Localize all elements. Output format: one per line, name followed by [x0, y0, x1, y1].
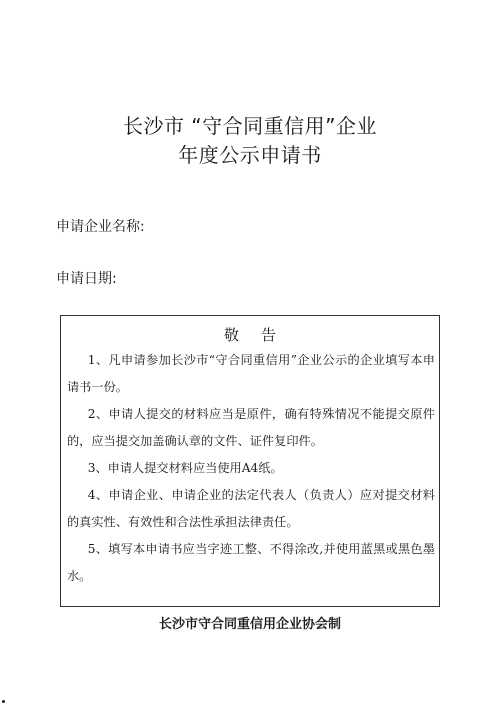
company-name-label: 申请企业名称:	[56, 219, 145, 235]
issuing-organization: 长沙市守合同重信用企业协会制	[158, 617, 341, 632]
application-date-label: 申请日期:	[56, 271, 117, 287]
notice-heading: 敬告	[223, 326, 298, 344]
notice-box	[60, 315, 440, 607]
document-title-line-1: 长沙市 “守合同重信用”企业	[122, 114, 378, 138]
notice-body	[67, 347, 435, 590]
scan-speck	[2, 700, 5, 703]
notice-item-3: 3、申请人提交材料应当使用A4纸。	[87, 461, 283, 475]
notice-item-5: 5、填写本申请书应当字迹工整、不得涂改,并使用蓝黑或黑色墨水。	[67, 542, 435, 583]
notice-item-1: 1、凡申请参加长沙市“守合同重信用”企业公示的企业填写本申请书一份。	[67, 353, 435, 394]
notice-item-4: 4、申请企业、申请企业的法定代表人（负责人）应对提交材料的真实性、有效性和合法性承担法律责任。	[67, 488, 435, 529]
notice-item-2: 2、申请人提交的材料应当是原件，确有特殊情况不能提交原件的，应当提交加盖确认章的文件、证件复印件。	[67, 407, 435, 448]
document-title-line-2: 年度公示申请书	[178, 143, 322, 167]
